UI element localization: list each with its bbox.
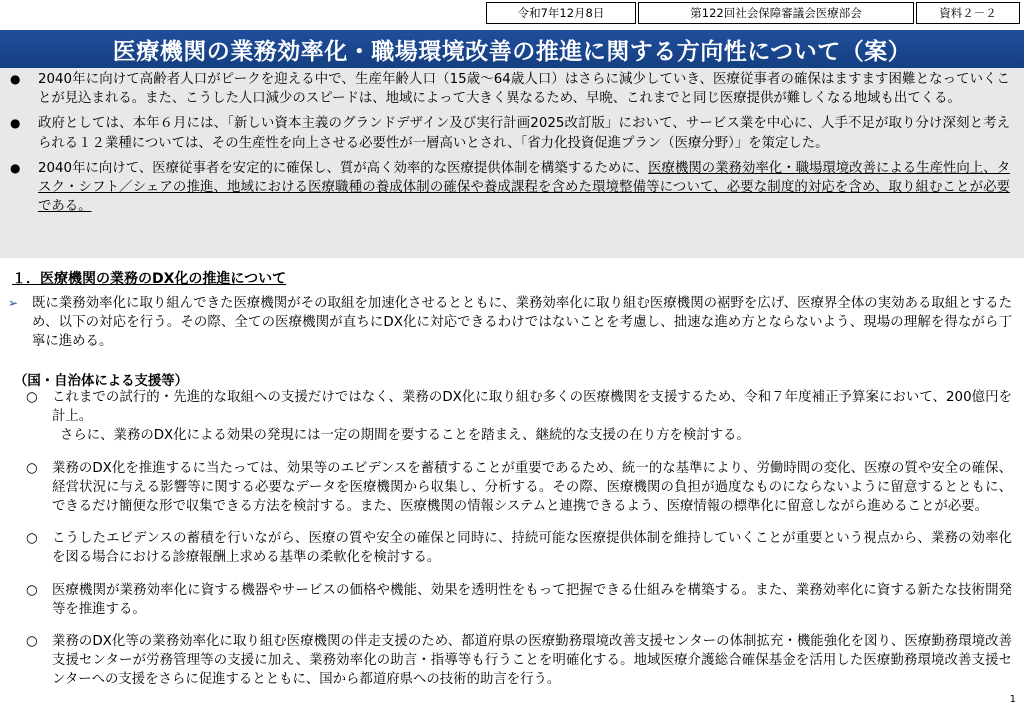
support-item (26, 632, 1012, 690)
support-item-text: 医療機関が業務効率化に資する機器やサービスの価格や機能、効果を透明性をもって把握できる仕組みを構築する。また、業務効率化に資する新たな技術開発等を推進する。 (52, 582, 1012, 617)
meta-bar (486, 2, 1022, 26)
hollow-circle-icon: ○ (26, 460, 38, 476)
section-intro (8, 294, 1012, 352)
support-item (26, 581, 1012, 619)
support-item (26, 459, 1012, 517)
filled-circle-bullet-icon: ● (10, 72, 21, 86)
hollow-circle-icon: ○ (26, 582, 38, 598)
filled-circle-bullet-icon: ● (10, 160, 21, 175)
support-item-text: こうしたエビデンスの蓄積を行いながら、医療の質や安全の確保と同時に、持続可能な医療提供体制を維持していくことが重要という視点から、業務の効率化を図る場合における診療報酬上求める基準の柔軟化を検討する。 (52, 531, 1012, 566)
page-number: 1 (1009, 694, 1016, 705)
summary-bullet-text: 2040年に向けて高齢者人口がピークを迎える中で、生産年齢人口（15歳～64歳人口）はさらに減少していき、医療従事者の確保はますます困難となっていくことが見込まれる。また、こうした人口減少のスピードは、地域によって大きく異なるため、早晩、これまでと同じ医療提供が難しくなる地域も出てくる。 (38, 72, 1010, 107)
support-item-extra: さらに、業務のDX化による効果の発現には一定の期間を要することを踏まえ、継続的な支援の在り方を検討する。 (60, 428, 750, 444)
summary-bullet-text (38, 159, 1010, 217)
summary-underlined-text: 医療機関の業務効率化・職場環境改善による生産性向上、タスク・シフト／シェアの推進、地域における医療職種の養成体制の確保や養成課程を含めた環境整備等について、必要な制度的対応を含め、取り組むことが必要である。 (38, 160, 1010, 215)
hollow-circle-icon: ○ (26, 390, 38, 405)
support-items (26, 388, 1012, 703)
support-item-text: 業務のDX化を推進するに当たっては、効果等のエビデンスを蓄積することが重要であるため、統一的な基準により、労働時間の変化、医療の質や安全の確保、経営状況に与える影響等に関する必要なデータを医療機関から収集し、分析する。その際、医療機関の負担が過度なものにならないように留意するとともに、できるだけ簡便な形で収集できる方法を検討する。また、医療機関の情報システムと連携できるよう、医療情報の標準化に留意しながら進めることが必要。 (52, 460, 1012, 515)
meta-meeting: 第122回社会保障審議会医療部会 (638, 2, 914, 24)
page-title: 医療機関の業務効率化・職場環境改善の推進に関する方向性について（案） (0, 30, 1024, 68)
summary-plain-text: 2040年に向けて、医療従事者を安定的に確保し、質が高く効率的な医療提供体制を構築するために、 (38, 160, 649, 176)
hollow-circle-icon: ○ (26, 531, 38, 547)
summary-box (0, 68, 1024, 258)
support-item (26, 388, 1012, 446)
hollow-circle-icon: ○ (26, 634, 38, 650)
support-item-text: これまでの試行的・先進的な取組への支援だけではなく、業務のDX化に取り組む多くの医療機関を支援するため、令和７年度補正予算案において、200億円を計上。 (52, 390, 1012, 425)
section-heading: １．医療機関の業務のDX化の推進について (12, 271, 287, 287)
summary-bullet (10, 70, 1010, 108)
arrow-bullet-icon: ➢ (8, 296, 19, 310)
meta-doc-id: 資料２－２ (916, 2, 1020, 24)
summary-bullet (10, 114, 1010, 152)
summary-bullet-text: 政府としては、本年６月には、「新しい資本主義のグランドデザイン及び実行計画2025改訂版」において、サービス業を中心に、人手不足が取り分け深刻と考えられる１２業種については、その生産性を向上させる必要性が一層高いとされ、「省力化投資促進プラン（医療分野）」を策定した。 (38, 116, 1010, 151)
summary-bullet (10, 159, 1010, 217)
sub-heading: （国・自治体による支援等） (14, 374, 189, 389)
filled-circle-bullet-icon: ● (10, 116, 21, 131)
meta-date: 令和7年12月8日 (486, 2, 636, 24)
support-item-text: 業務のDX化等の業務効率化に取り組む医療機関の伴走支援のため、都道府県の医療勤務環境改善支援センターの体制拡充・機能強化を図り、医療勤務環境改善支援センターが労務管理等の支援に加え、業務効率化の助言・指導等も行うことを明確化する。地域医療介護総合確保基金を活用した医療勤務環境改善支援センターへの支援をさらに促進するとともに、国から都道府県への技術的助言を行う。 (52, 634, 1012, 688)
section-intro-text: 既に業務効率化に取り組んできた医療機関がその取組を加速化させるとともに、業務効率化に取り組む医療機関の裾野を広げ、医療界全体の実効ある取組とするため、以下の対応を行う。その際、全ての医療機関が直ちにDX化に対応できるわけではないことを考慮し、拙速な進め方とならないよう、現場の理解を得ながら丁寧に進める。 (32, 296, 1012, 350)
support-item (26, 529, 1012, 567)
